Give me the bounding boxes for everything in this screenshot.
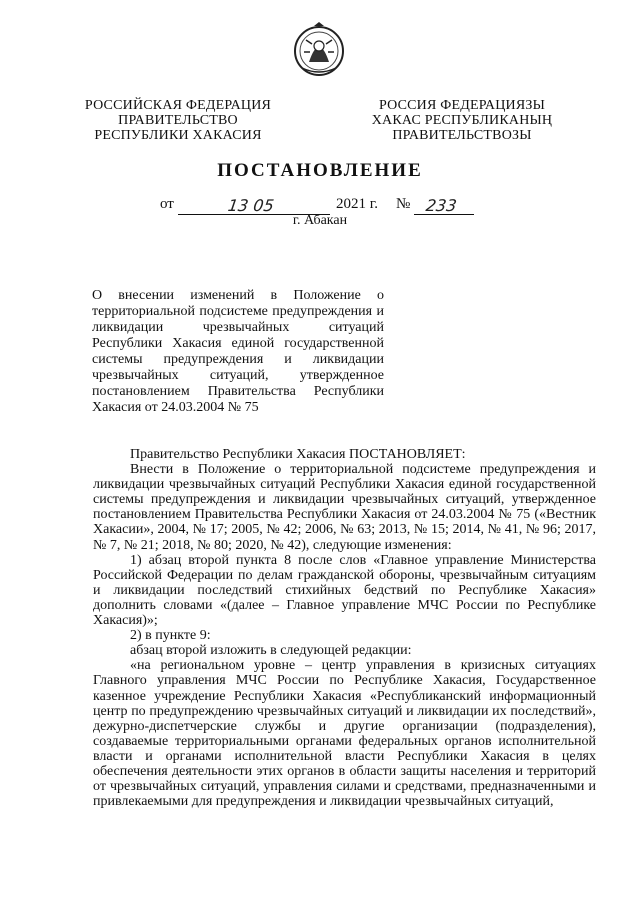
header-right-block (362, 98, 562, 143)
header-right-line-3: ПРАВИТЕЛЬСТВОЗЫ (392, 128, 532, 143)
city-label: г. Абакан (292, 213, 348, 228)
body-paragraph-2: Внести в Положение о территориальной подсистеме предупреждения и ликвидации чрезвычайных ситуаций Республики Хакасия единой государственной системы предупреждения и ликвидации чрезвычайных ситуаций, утвержденное постановлением Правительства Республики Хакасия от 24.03.2004 № 75 («Вестник Хакасии», 2004, № 17; 2005, № 42; 2006, № 63; 2013, № 15; 2014, № 41, № 96; 2017, № 7, № 21; 2018, № 80; 2020, № 42), следующие изменения: (93, 462, 596, 553)
body-paragraph-1: Правительство Республики Хакасия ПОСТАНОВЛЯЕТ: (130, 447, 466, 462)
coat-of-arms-emblem (292, 22, 346, 78)
body-paragraph-5: абзац второй изложить в следующей редакции: (130, 643, 412, 659)
subject-paragraph: О внесении изменений в Положение о территориальной подсистеме предупреждения и ликвидации чрезвычайных ситуаций Республики Хакасия единой государственной системы предупреждения и ликвидации чрезвычайных ситуаций, утвержденное постановлением Правительства Республики Хакасия от 24.03.2004 № 75 (92, 288, 384, 415)
body-paragraph-4: 2) в пункте 9: (130, 628, 211, 644)
header-left-line-1: РОССИЙСКАЯ ФЕДЕРАЦИЯ (84, 98, 272, 113)
header-left-block (78, 98, 278, 143)
number-handwritten: 233 (424, 196, 458, 215)
body-paragraph-3: 1) абзац второй пункта 8 после слов «Главное управление Министерства Российской Федерации по делам гражданской обороны, чрезвычайным ситуациям и ликвидации последствий стихийных бедствий по Республике Хакасия» дополнить словами «(далее – Главное управление МЧС России по Республике Хакасия)»; (93, 552, 596, 629)
number-sign: № (396, 196, 411, 212)
document-body (93, 447, 596, 809)
year-label: 2021 г. (336, 196, 378, 212)
header-right-line-1: РОССИЯ ФЕДЕРАЦИЯЗЫ (378, 98, 546, 113)
document-title: ПОСТАНОВЛЕНИЕ (217, 160, 423, 181)
body-paragraph-6: «на региональном уровне – центр управления в кризисных ситуациях Главного управления МЧС России по Республике Хакасия, Государственное казенное учреждение Республики Хакасия «Республиканский информационный центр по предупреждению чрезвычайных ситуаций и ликвидации их последствий», дежурно-диспетчерские службы и другие организации (подразделения), создаваемые территориальными органами федеральных органов исполнительной власти и органами исполнительной власти Республики Хакасия в целях обеспечения деятельности этих органов в области защиты населения и территорий от чрезвычайных ситуаций, управления силами и средствами, предназначенными и привлекаемыми для предупреждения и ликвидации чрезвычайных ситуаций, (93, 658, 596, 810)
header-right-line-2: ХАКАС РЕСПУБЛИКАНЫҢ (371, 113, 553, 128)
header-left-line-2: ПРАВИТЕЛЬСТВО (118, 113, 238, 128)
date-handwritten: 13 05 (226, 196, 276, 215)
header-left-line-3: РЕСПУБЛИКИ ХАКАСИЯ (94, 128, 262, 143)
date-prefix: от (160, 196, 174, 212)
